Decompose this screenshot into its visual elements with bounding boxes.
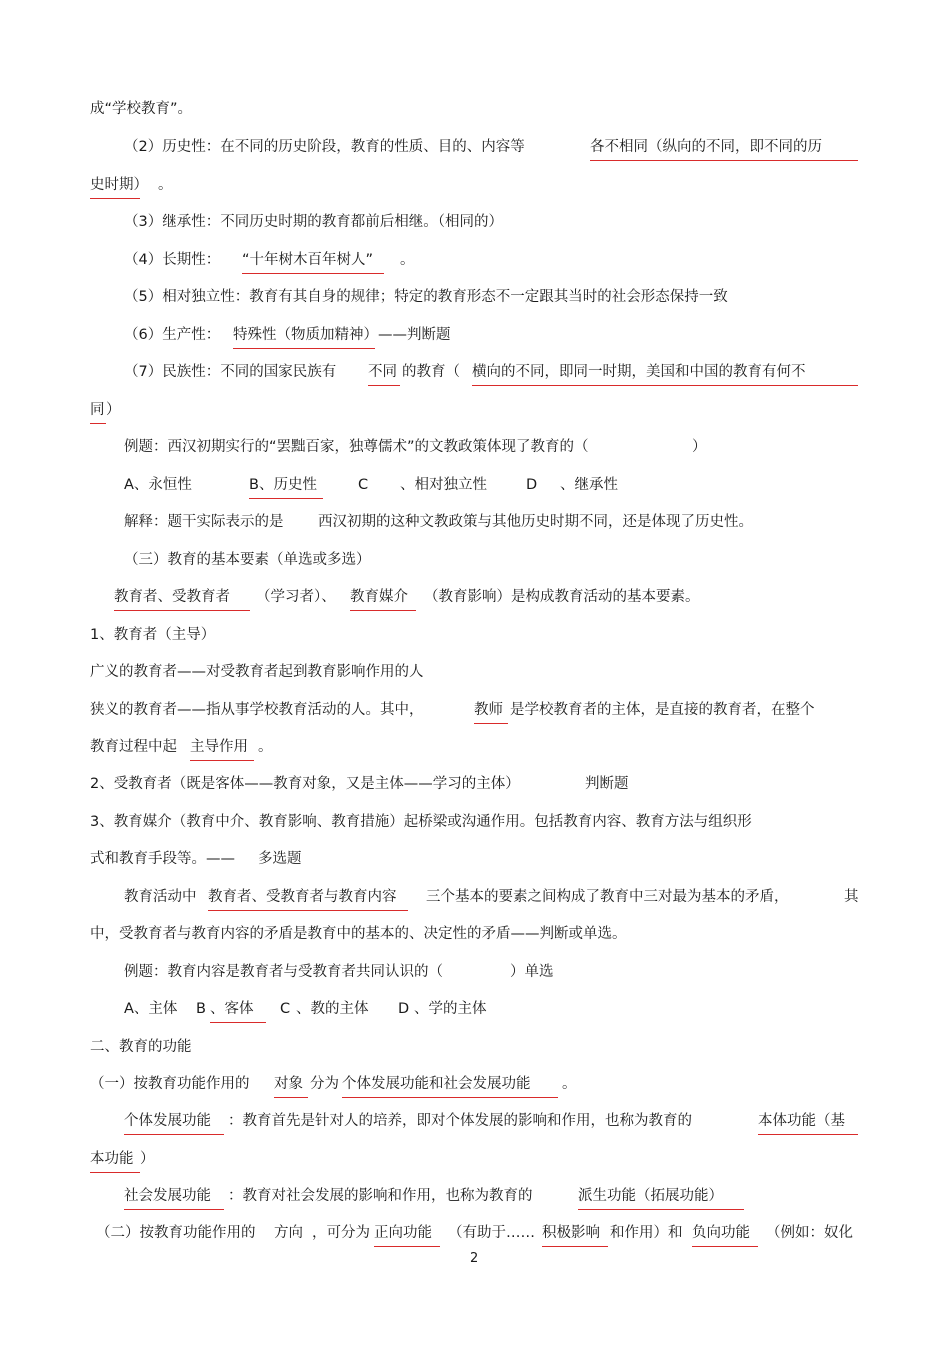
text-line [0,620,950,650]
text-line [0,470,950,500]
text: 。 [400,252,415,268]
text: ：教育首先是针对人的培养，即对个体发展的影响和作用，也称为教育的 [228,1113,692,1129]
option-d: 、继承性 [560,477,618,493]
underlined-answer: 教育媒介 [350,585,416,611]
underlined-answer: 负向功能 [692,1221,758,1247]
text: 教育活动中 [124,889,197,905]
text-line [0,957,950,987]
underlined-answer: 教师 [474,698,508,724]
text-line [0,357,950,387]
text-line [0,1144,950,1174]
text: 和作用）和 [610,1225,683,1241]
text: （5）相对独立性：教育有其自身的规律；特定的教育形态不一定跟其当时的社会形态保持一致 [124,289,728,305]
option-d-letter: D [398,1001,410,1017]
underlined-answer: 教育者、受教育者 [114,585,250,611]
text: （3）继承性：不同历史时期的教育都前后相继。（相同的） [124,214,503,230]
underlined-answer: 本功能 [90,1147,140,1173]
text: （4）长期性： [124,252,221,268]
text: 广义的教育者——对受教育者起到教育影响作用的人 [90,664,424,680]
text-line [0,320,950,350]
underlined-answer: 本体功能（基 [758,1109,858,1135]
page-number: 2 [470,1251,479,1266]
option-c-letter: C [280,1001,291,1017]
text-line [0,1106,950,1136]
text: ） [106,402,121,418]
underlined-answer: 个体发展功能和社会发展功能 [342,1072,558,1098]
text: （教育影响）是构成教育活动的基本要素。 [424,589,700,605]
text: （2）历史性：在不同的历史阶段，教育的性质、目的、内容等 [124,139,525,155]
underlined-answer: 同 [90,398,106,424]
text: （二）按教育功能作用的 [96,1225,256,1241]
text: 式和教育手段等。—— [90,851,235,867]
text: 例题：教育内容是教育者与受教育者共同认识的（ [124,964,443,980]
option-c-letter: C [358,477,369,493]
option-b-answer: 、客体 [210,997,266,1023]
text-line [0,245,950,275]
underlined-answer: “十年树木百年树人” [242,248,384,274]
option-c: 、相对独立性 [400,477,487,493]
option-c: 、教的主体 [296,1001,369,1017]
text: （例如：奴化 [766,1225,853,1241]
section-heading: 二、教育的功能 [90,1039,192,1055]
text: 西汉初期的这种文教政策与其他历史时期不同，还是体现了历史性。 [318,514,753,530]
option-d-letter: D [526,477,538,493]
text: （6）生产性： [124,327,221,343]
text: 其 [844,889,859,905]
text: ）单选 [510,964,554,980]
text: ：教育对社会发展的影响和作用，也称为教育的 [228,1188,533,1204]
underlined-answer: 积极影响 [542,1221,608,1247]
underlined-answer: 横向的不同，即同一时期，美国和中国的教育有何不 [472,360,858,386]
text-line [0,994,950,1024]
text: 分为 [310,1076,339,1092]
underlined-answer: 教育者、受教育者与教育内容 [208,885,408,911]
text-line [0,282,950,312]
section-heading: （三）教育的基本要素（单选或多选） [124,552,371,568]
underlined-answer: 各不相同（纵向的不同，即不同的历 [590,135,858,161]
text: 多选题 [258,851,302,867]
text: （一）按教育功能作用的 [90,1076,250,1092]
text: （7）民族性：不同的国家民族有 [124,364,337,380]
text-line [0,507,950,537]
text: 例题：西汉初期实行的“罢黜百家，独尊儒术”的文教政策体现了教育的（ [124,439,589,455]
text-line [0,207,950,237]
underlined-answer: 对象 [274,1072,308,1098]
option-d: 、学的主体 [414,1001,487,1017]
text: 是学校教育者的主体，是直接的教育者，在整个 [510,702,815,718]
underlined-answer: 史时期） [90,173,140,199]
text-line [0,1069,950,1099]
text-line [0,844,950,874]
text-line [0,94,950,124]
option-a: A、永恒性 [124,477,192,493]
option-b-letter: B [196,1001,206,1017]
text: 解释：题干实际表示的是 [124,514,284,530]
text: 。 [562,1076,577,1092]
text: 。 [158,177,173,193]
text-line [0,919,950,949]
text: 。 [258,739,273,755]
text-line [0,395,950,425]
text-line [0,695,950,725]
text-line [0,657,950,687]
text-line [0,769,950,799]
text: 中，受教育者与教育内容的矛盾是教育中的基本的、决定性的矛盾——判断或单选。 [90,926,627,942]
text: 狭义的教育者——指从事学校教育活动的人。其中， [90,702,424,718]
text: 教育过程中起 [90,739,177,755]
text-line [0,1181,950,1211]
text: （有助于…… [448,1225,535,1241]
text-line [0,1218,950,1248]
text-line [0,170,950,200]
text: 方向 [274,1225,303,1241]
underlined-answer: 主导作用 [190,735,254,761]
text-line [0,545,950,575]
text: 判断题 [585,776,629,792]
text-line [0,882,950,912]
text-line [0,807,950,837]
text: 3、教育媒介（教育中介、教育影响、教育措施）起桥梁或沟通作用。包括教育内容、教育方法与组织形 [90,814,752,830]
text-line [0,732,950,762]
text: 1、教育者（主导） [90,627,216,643]
text-line [0,432,950,462]
text: 成“学校教育”。 [90,101,193,117]
text: （学习者）、 [256,589,336,605]
text: 三个基本的要素之间构成了教育中三对最为基本的矛盾， [426,889,789,905]
underlined-answer: 特殊性（物质加精神）——判断题 [233,323,375,349]
text: 2、受教育者（既是客体——教育对象，又是主体——学习的主体） [90,776,520,792]
text-line [0,582,950,612]
text-line [0,132,950,162]
underlined-answer: 不同 [368,360,400,386]
text: ） [140,1151,155,1167]
option-b-answer: B、历史性 [249,473,323,499]
text: ，可分为 [312,1225,370,1241]
underlined-answer: 正向功能 [374,1221,440,1247]
text-line [0,1032,950,1062]
underlined-answer: 派生功能（拓展功能） [578,1184,744,1210]
underlined-answer: 社会发展功能 [124,1184,224,1210]
underlined-answer: 个体发展功能 [124,1109,224,1135]
text: 的教育（ [402,364,460,380]
option-a: A、主体 [124,1001,178,1017]
text: ） [692,439,707,455]
